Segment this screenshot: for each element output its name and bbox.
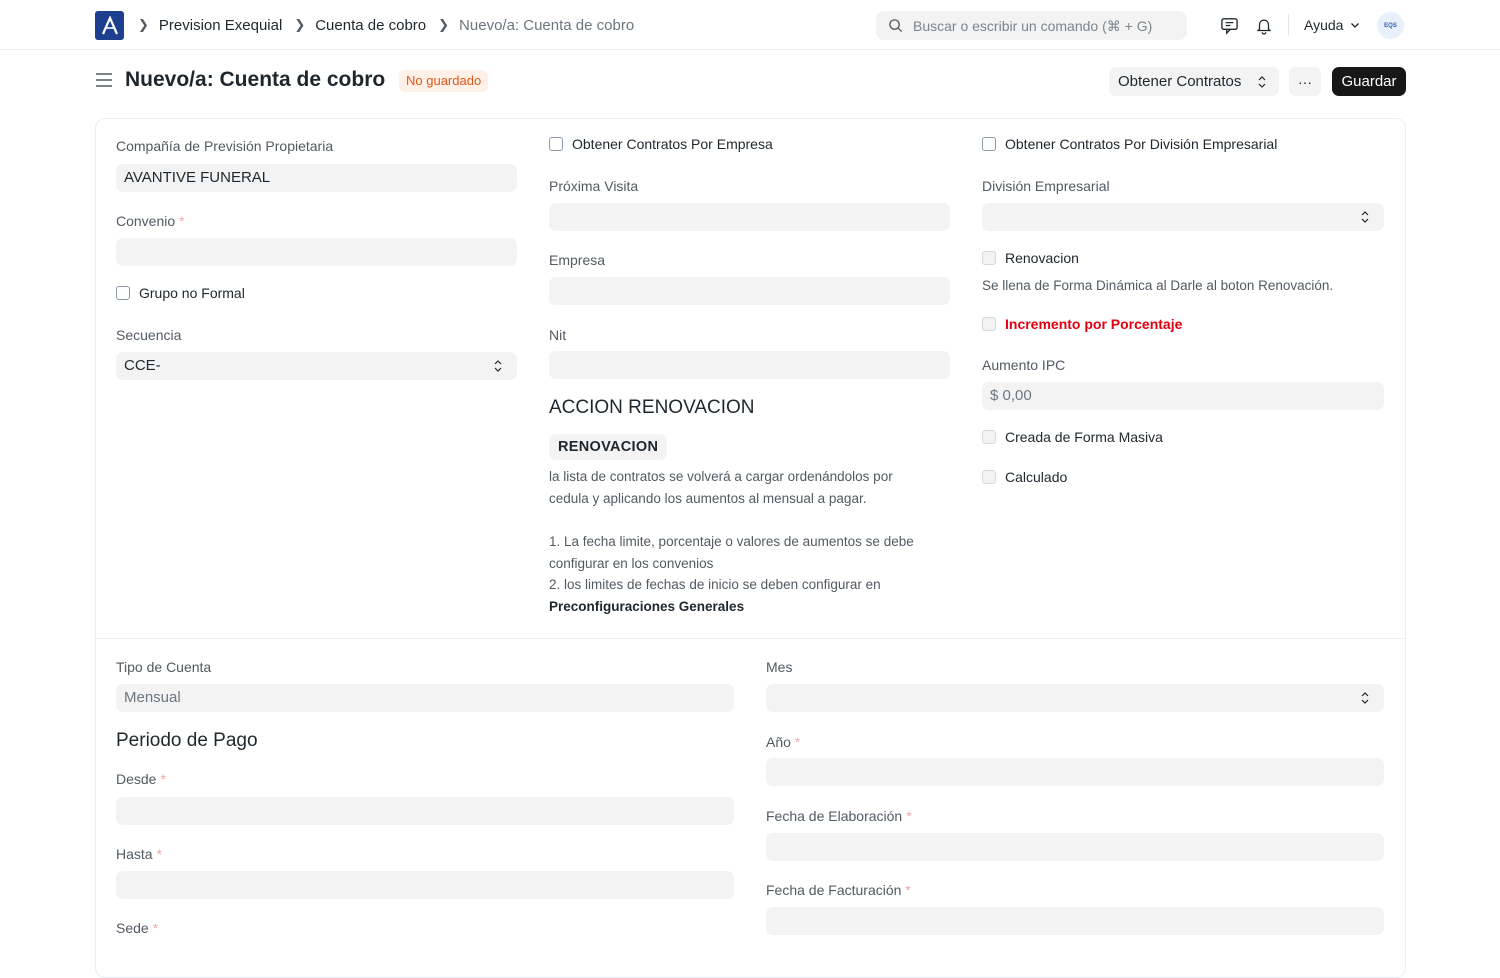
informal-group-checkbox[interactable] — [116, 285, 245, 301]
required-marker: * — [794, 734, 801, 750]
billing-date-label-text: Fecha de Facturación — [766, 882, 902, 898]
company-field[interactable] — [116, 164, 517, 192]
informal-group-label: Grupo no Formal — [139, 285, 245, 301]
to-label — [116, 846, 162, 862]
breadcrumb-item-current: Nuevo/a: Cuenta de cobro — [459, 16, 635, 34]
from-date-field[interactable] — [116, 797, 734, 825]
month-select[interactable] — [766, 684, 1384, 712]
chevron-down-icon — [1349, 19, 1361, 31]
search-icon — [888, 18, 903, 33]
by-company-label: Obtener Contratos Por Empresa — [572, 136, 773, 152]
hamburger-menu-icon[interactable] — [95, 72, 113, 91]
checkbox-box[interactable] — [982, 430, 996, 444]
renewal-heading: ACCION RENOVACION — [549, 397, 755, 418]
division-select[interactable] — [982, 203, 1384, 231]
bulk-created-checkbox[interactable] — [982, 429, 1163, 445]
site-label — [116, 920, 158, 936]
breadcrumb — [138, 0, 646, 50]
agreement-label — [116, 213, 185, 229]
checkbox-box[interactable] — [549, 137, 563, 151]
to-label-text: Hasta — [116, 846, 153, 862]
renewal-help-line: Preconfiguraciones Generales — [549, 598, 745, 614]
percent-increase-checkbox[interactable] — [982, 316, 1182, 332]
year-label — [766, 734, 800, 750]
chevron-right-icon: ❯ — [138, 17, 149, 32]
renewal-checkbox[interactable] — [982, 250, 1079, 266]
logo-a-icon — [100, 16, 120, 36]
section-divider — [95, 638, 1406, 639]
page-title: Nuevo/a: Cuenta de cobro — [125, 68, 386, 91]
nit-label: Nit — [549, 327, 567, 343]
renewal-help-line: 1. La fecha limite, porcentaje o valores de aumentos se debe — [549, 534, 914, 549]
division-label: División Empresarial — [982, 178, 1110, 194]
chevron-updown-icon — [1257, 76, 1267, 88]
checkbox-box[interactable] — [116, 286, 130, 300]
nav-divider — [1288, 14, 1289, 36]
bulk-created-label: Creada de Forma Masiva — [1005, 429, 1163, 445]
required-marker: * — [179, 213, 185, 229]
save-button[interactable]: Guardar — [1332, 67, 1406, 96]
year-field[interactable] — [766, 758, 1384, 786]
required-marker: * — [160, 771, 166, 787]
elaboration-date-label-text: Fecha de Elaboración — [766, 808, 903, 824]
chat-icon[interactable] — [1219, 15, 1239, 35]
required-marker: * — [156, 846, 163, 862]
help-menu[interactable] — [1304, 0, 1361, 50]
breadcrumb-item-module[interactable]: Prevision Exequial — [158, 16, 283, 34]
chevron-updown-icon — [1360, 691, 1370, 705]
next-visit-field[interactable] — [549, 203, 950, 231]
renewal-help-text — [549, 466, 914, 617]
from-label-text: Desde — [116, 771, 157, 787]
agreement-field[interactable] — [116, 238, 517, 266]
required-marker: * — [905, 882, 911, 898]
account-type-field[interactable] — [116, 684, 734, 712]
billing-date-label — [766, 882, 911, 898]
renewal-help-line: 2. los limites de fechas de inicio se deben configurar en — [549, 577, 881, 592]
by-company-checkbox[interactable] — [549, 136, 773, 152]
elaboration-date-field[interactable] — [766, 833, 1384, 861]
renewal-label: Renovacion — [1005, 250, 1079, 266]
agreement-label-text: Convenio — [116, 213, 176, 229]
chevron-updown-icon — [493, 359, 503, 373]
company-label: Compañía de Previsión Propietaria — [116, 138, 334, 154]
month-label: Mes — [766, 659, 793, 675]
percent-increase-label: Incremento por Porcentaje — [1005, 316, 1183, 332]
elaboration-date-label — [766, 808, 912, 824]
required-marker: * — [152, 920, 159, 936]
sequence-select[interactable] — [116, 352, 517, 380]
page-head — [0, 50, 1500, 118]
help-spacer — [549, 509, 914, 531]
app-logo[interactable] — [95, 11, 124, 40]
next-visit-label: Próxima Visita — [549, 178, 639, 194]
get-contracts-button[interactable] — [1109, 67, 1279, 96]
from-label — [116, 771, 166, 787]
chevron-right-icon: ❯ — [294, 17, 306, 32]
chevron-right-icon: ❯ — [438, 17, 450, 32]
sequence-label: Secuencia — [116, 327, 182, 343]
company-name-field[interactable] — [549, 277, 950, 305]
breadcrumb-item-doctype[interactable]: Cuenta de cobro — [315, 16, 427, 34]
checkbox-box[interactable] — [982, 137, 996, 151]
chevron-updown-icon — [1360, 210, 1370, 224]
renewal-help: Se llena de Forma Dinámica al Darle al boton Renovación. — [982, 278, 1334, 293]
renewal-help-line: cedula y aplicando los aumentos al mensual a pagar. — [549, 490, 867, 506]
by-division-checkbox[interactable] — [982, 136, 1277, 152]
checkbox-box[interactable] — [982, 251, 996, 265]
calculated-label: Calculado — [1005, 469, 1068, 485]
search-input[interactable] — [913, 18, 1183, 34]
ipc-label: Aumento IPC — [982, 357, 1066, 373]
status-badge: No guardado — [399, 70, 488, 92]
site-label-text: Sede — [116, 920, 149, 936]
sequence-value: CCE- — [124, 357, 161, 374]
year-label-text: Año — [766, 734, 791, 750]
help-label: Ayuda — [1304, 17, 1344, 33]
bell-icon[interactable] — [1254, 15, 1274, 35]
ipc-field[interactable] — [982, 382, 1384, 410]
navbar — [0, 0, 1500, 50]
renewal-button[interactable]: RENOVACION — [549, 434, 667, 460]
required-marker: * — [906, 808, 912, 824]
checkbox-box[interactable] — [982, 317, 996, 331]
to-date-field[interactable] — [116, 871, 734, 899]
renewal-help-line: configurar en los convenios — [549, 555, 714, 571]
company-name-label: Empresa — [549, 252, 606, 268]
get-contracts-label: Obtener Contratos — [1118, 73, 1242, 90]
search-bar[interactable] — [876, 11, 1187, 40]
checkbox-box[interactable] — [982, 470, 996, 484]
payment-period-heading: Periodo de Pago — [116, 730, 258, 751]
account-type-label: Tipo de Cuenta — [116, 659, 212, 675]
more-actions-button[interactable]: ··· — [1289, 67, 1321, 96]
nit-field[interactable] — [549, 351, 950, 379]
calculated-checkbox[interactable] — [982, 469, 1067, 485]
by-division-label: Obtener Contratos Por División Empresarial — [1005, 136, 1278, 152]
avatar[interactable]: EQS — [1377, 12, 1404, 39]
renewal-help-line: la lista de contratos se volverá a cargar ordenándolos por — [549, 469, 893, 484]
billing-date-field[interactable] — [766, 907, 1384, 935]
